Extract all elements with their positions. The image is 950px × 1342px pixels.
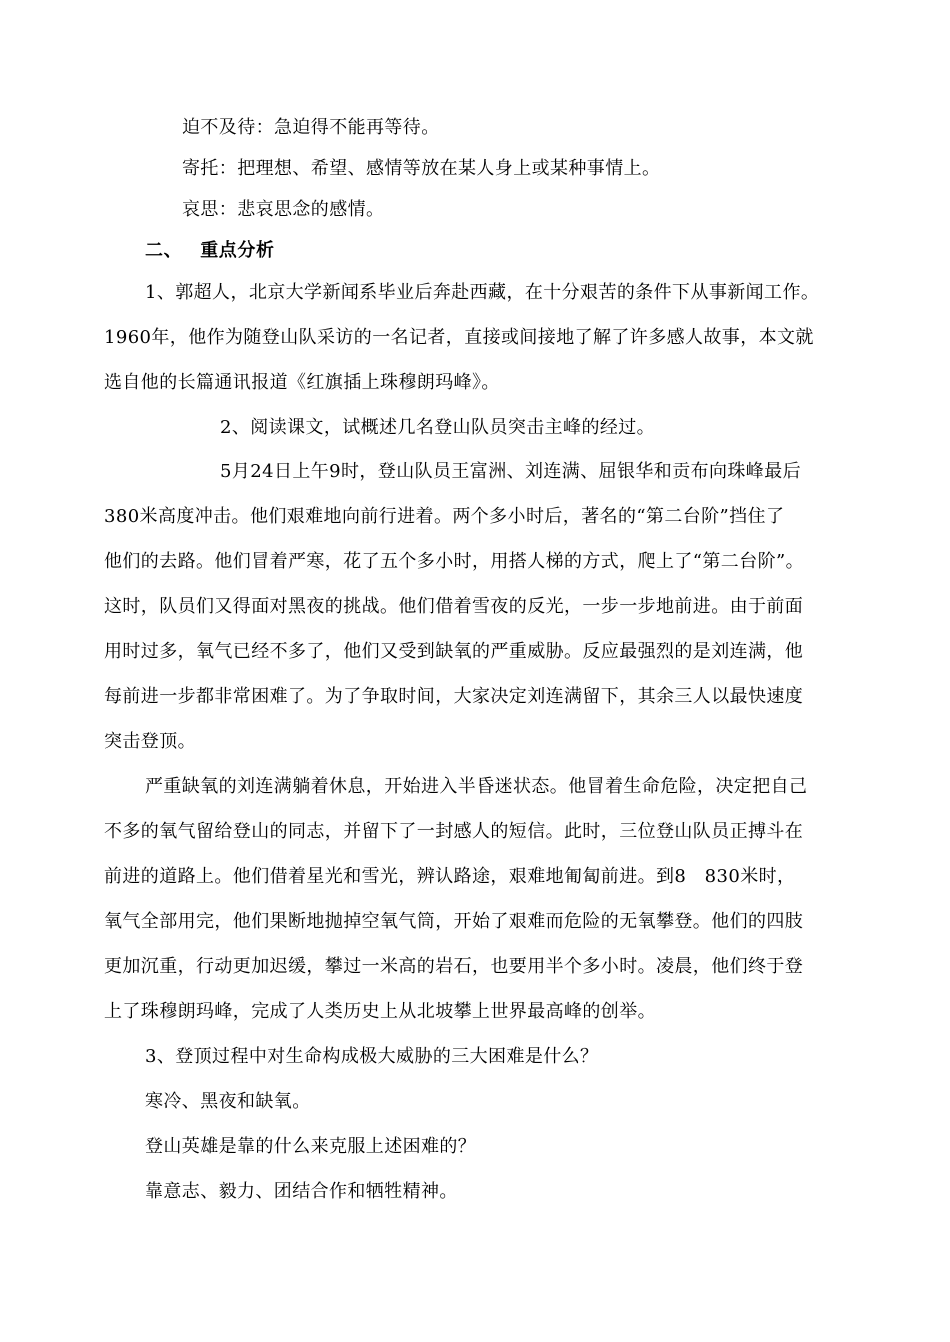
paragraph-line: 1、郭超人，北京大学新闻系毕业后奔赴西藏，在十分艰苦的条件下从事新闻工作。: [145, 282, 820, 303]
section-title: 重点分析: [200, 240, 275, 261]
paragraph-line: 突击登顶。: [104, 731, 196, 752]
paragraph-line: 5月24日上午9时，登山队员王富洲、刘连满、屈银华和贡布向珠峰最后: [220, 461, 802, 482]
question-line: 2、阅读课文，试概述几名登山队员突击主峰的经过。: [220, 417, 656, 438]
vocab-line: 迫不及待：急迫得不能再等待。: [182, 117, 440, 138]
question-line: 登山英雄是靠的什么来克服上述困难的？: [145, 1136, 477, 1157]
paragraph-line: 这时，队员们又得面对黑夜的挑战。他们借着雪夜的反光，一步一步地前进。由于前面: [104, 596, 804, 617]
paragraph-line: 上了珠穆朗玛峰，完成了人类历史上从北坡攀上世界最高峰的创举。: [104, 1001, 656, 1022]
question-line: 3、登顶过程中对生命构成极大威胁的三大困难是什么？: [145, 1046, 599, 1067]
section-heading: [145, 239, 275, 263]
paragraph-line: 380米高度冲击。他们艰难地向前行进着。两个多小时后，著名的“第二台阶”挡住了: [104, 506, 785, 527]
paragraph-line: 更加沉重，行动更加迟缓，攀过一米高的岩石，也要用半个多小时。凌晨，他们终于登: [104, 956, 804, 977]
paragraph-line: 他们的去路。他们冒着严寒，花了五个多小时，用搭人梯的方式，爬上了“第二台阶”。: [104, 551, 805, 572]
paragraph-line: 选自他的长篇通讯报道《红旗插上珠穆朗玛峰》。: [104, 372, 500, 393]
section-number: 二、: [145, 240, 183, 261]
paragraph-line: 严重缺氧的刘连满躺着休息，开始进入半昏迷状态。他冒着生命危险，决定把自己: [145, 776, 808, 797]
answer-line: 寒冷、黑夜和缺氧。: [145, 1091, 311, 1112]
paragraph-line: 用时过多，氧气已经不多了，他们又受到缺氧的严重威胁。反应最强烈的是刘连满，他: [104, 641, 804, 662]
paragraph-line: 不多的氧气留给登山的同志，并留下了一封感人的短信。此时，三位登山队员正搏斗在: [104, 821, 804, 842]
paragraph-line: 每前进一步都非常困难了。为了争取时间，大家决定刘连满留下，其余三人以最快速度: [104, 686, 804, 707]
paragraph-line: 前进的道路上。他们借着星光和雪光，辨认路途，艰难地匍匐前进。到8 830米时，: [104, 866, 796, 887]
paragraph-line: 氧气全部用完，他们果断地抛掉空氧气筒，开始了艰难而危险的无氧攀登。他们的四肢: [104, 911, 804, 932]
vocab-line: 哀思：悲哀思念的感情。: [182, 199, 385, 220]
answer-line: 靠意志、毅力、团结合作和牺牲精神。: [145, 1181, 458, 1202]
paragraph-line: 1960年，他作为随登山队采访的一名记者，直接或间接地了解了许多感人故事，本文就: [104, 327, 814, 348]
vocab-line: 寄托：把理想、希望、感情等放在某人身上或某种事情上。: [182, 158, 661, 179]
